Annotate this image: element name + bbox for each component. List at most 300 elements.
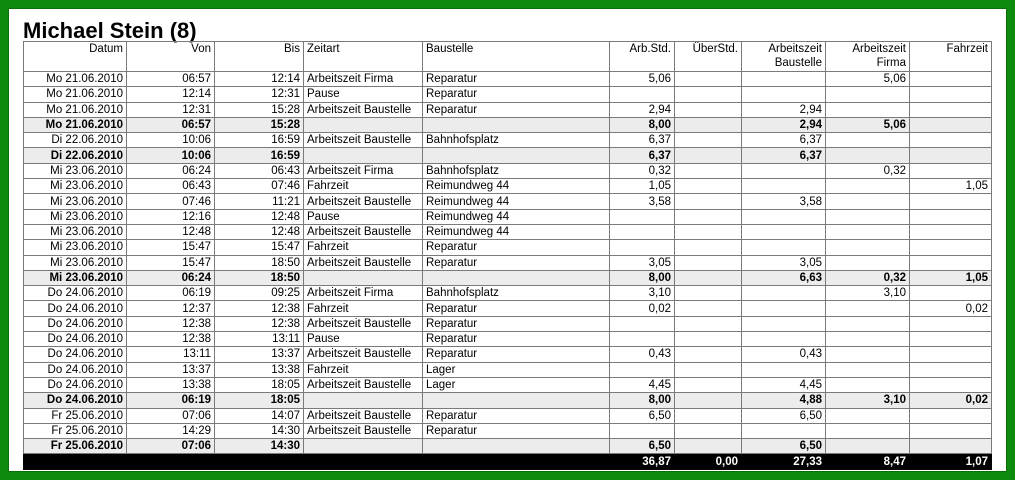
totals-row: [24, 454, 992, 469]
cell-arbeitszeit-firma: [826, 148, 910, 163]
totals-blank-cell: [127, 454, 215, 469]
cell-von: 13:38: [127, 377, 215, 392]
cell-ueber-std: [675, 316, 742, 331]
cell-bis: 18:05: [215, 393, 304, 408]
cell-fahrzeit: 1,05: [910, 179, 992, 194]
table-body: [24, 72, 992, 454]
cell-arb-std: 6,50: [610, 408, 675, 423]
cell-ueber-std: [675, 179, 742, 194]
cell-von: 15:47: [127, 255, 215, 270]
table-row: [24, 194, 992, 209]
cell-ueber-std: [675, 270, 742, 285]
cell-arb-std: 6,50: [610, 439, 675, 454]
cell-zeitart: Arbeitszeit Firma: [304, 163, 423, 178]
cell-von: 12:48: [127, 224, 215, 239]
table-row: [24, 72, 992, 87]
table-row: [24, 408, 992, 423]
cell-von: 12:16: [127, 209, 215, 224]
cell-bis: 18:05: [215, 377, 304, 392]
cell-datum: Mi 23.06.2010: [24, 209, 127, 224]
cell-zeitart: Pause: [304, 87, 423, 102]
cell-bis: 06:43: [215, 163, 304, 178]
table-row: [24, 377, 992, 392]
header-baustelle: Baustelle: [423, 42, 610, 72]
cell-datum: Mi 23.06.2010: [24, 224, 127, 239]
cell-baustelle: Bahnhofsplatz: [423, 286, 610, 301]
cell-arb-std: 0,32: [610, 163, 675, 178]
cell-baustelle: Reimundweg 44: [423, 194, 610, 209]
total-arbeitszeit-firma: 8,47: [826, 454, 910, 469]
cell-baustelle: [423, 117, 610, 132]
cell-baustelle: Reparatur: [423, 332, 610, 347]
cell-bis: 13:37: [215, 347, 304, 362]
cell-fahrzeit: [910, 286, 992, 301]
cell-fahrzeit: 0,02: [910, 301, 992, 316]
cell-fahrzeit: [910, 316, 992, 331]
cell-arbeitszeit-firma: [826, 194, 910, 209]
cell-bis: 15:47: [215, 240, 304, 255]
header-fahrzeit: Fahrzeit: [910, 42, 992, 72]
cell-arbeitszeit-firma: 5,06: [826, 72, 910, 87]
cell-ueber-std: [675, 301, 742, 316]
cell-zeitart: Arbeitszeit Firma: [304, 72, 423, 87]
cell-ueber-std: [675, 377, 742, 392]
cell-arb-std: [610, 332, 675, 347]
cell-bis: 12:38: [215, 301, 304, 316]
report-frame: [8, 8, 1007, 472]
cell-baustelle: Reimundweg 44: [423, 179, 610, 194]
cell-ueber-std: [675, 240, 742, 255]
cell-von: 07:06: [127, 439, 215, 454]
cell-fahrzeit: [910, 133, 992, 148]
cell-zeitart: [304, 148, 423, 163]
cell-datum: Fr 25.06.2010: [24, 408, 127, 423]
table-row: [24, 332, 992, 347]
cell-baustelle: [423, 439, 610, 454]
cell-fahrzeit: [910, 362, 992, 377]
cell-von: 07:06: [127, 408, 215, 423]
cell-datum: Mo 21.06.2010: [24, 72, 127, 87]
cell-baustelle: Reparatur: [423, 240, 610, 255]
cell-baustelle: Reparatur: [423, 255, 610, 270]
cell-ueber-std: [675, 194, 742, 209]
cell-ueber-std: [675, 72, 742, 87]
cell-baustelle: Reparatur: [423, 316, 610, 331]
table-row: [24, 255, 992, 270]
cell-fahrzeit: [910, 408, 992, 423]
cell-baustelle: Reimundweg 44: [423, 224, 610, 239]
cell-datum: Mo 21.06.2010: [24, 87, 127, 102]
cell-baustelle: Reimundweg 44: [423, 209, 610, 224]
cell-zeitart: [304, 270, 423, 285]
cell-von: 12:14: [127, 87, 215, 102]
cell-datum: Do 24.06.2010: [24, 316, 127, 331]
cell-arb-std: 0,02: [610, 301, 675, 316]
cell-zeitart: Pause: [304, 209, 423, 224]
cell-baustelle: Bahnhofsplatz: [423, 163, 610, 178]
cell-ueber-std: [675, 255, 742, 270]
cell-von: 06:24: [127, 163, 215, 178]
total-arb-std: 36,87: [610, 454, 675, 469]
header-arb-std: Arb.Std.: [610, 42, 675, 72]
cell-fahrzeit: [910, 209, 992, 224]
cell-von: 06:43: [127, 179, 215, 194]
cell-arbeitszeit-firma: [826, 224, 910, 239]
cell-datum: Mi 23.06.2010: [24, 179, 127, 194]
table-row: [24, 209, 992, 224]
cell-datum: Do 24.06.2010: [24, 377, 127, 392]
cell-bis: 12:48: [215, 224, 304, 239]
cell-arbeitszeit-baustelle: 6,37: [742, 148, 826, 163]
cell-arbeitszeit-baustelle: 0,43: [742, 347, 826, 362]
cell-fahrzeit: [910, 255, 992, 270]
cell-bis: 09:25: [215, 286, 304, 301]
day-summary-row: [24, 117, 992, 132]
cell-arbeitszeit-firma: 3,10: [826, 393, 910, 408]
day-summary-row: [24, 270, 992, 285]
table-row: [24, 240, 992, 255]
cell-arb-std: [610, 316, 675, 331]
time-sheet-table: [23, 41, 992, 470]
cell-fahrzeit: [910, 224, 992, 239]
day-summary-row: [24, 439, 992, 454]
cell-arbeitszeit-firma: [826, 133, 910, 148]
header-zeitart: Zeitart: [304, 42, 423, 72]
cell-arbeitszeit-firma: [826, 255, 910, 270]
cell-arbeitszeit-baustelle: [742, 224, 826, 239]
cell-arbeitszeit-firma: [826, 423, 910, 438]
cell-baustelle: Bahnhofsplatz: [423, 133, 610, 148]
cell-baustelle: Lager: [423, 377, 610, 392]
cell-arbeitszeit-firma: [826, 347, 910, 362]
cell-arb-std: 3,05: [610, 255, 675, 270]
table-row: [24, 347, 992, 362]
cell-zeitart: Arbeitszeit Baustelle: [304, 102, 423, 117]
cell-ueber-std: [675, 393, 742, 408]
cell-baustelle: Lager: [423, 362, 610, 377]
cell-von: 06:57: [127, 72, 215, 87]
cell-zeitart: Arbeitszeit Baustelle: [304, 224, 423, 239]
cell-fahrzeit: [910, 240, 992, 255]
cell-arbeitszeit-firma: [826, 377, 910, 392]
cell-arb-std: 8,00: [610, 393, 675, 408]
cell-fahrzeit: [910, 347, 992, 362]
cell-arbeitszeit-firma: [826, 332, 910, 347]
cell-von: 12:37: [127, 301, 215, 316]
cell-ueber-std: [675, 87, 742, 102]
cell-von: 10:06: [127, 148, 215, 163]
cell-arb-std: [610, 362, 675, 377]
table-row: [24, 179, 992, 194]
cell-ueber-std: [675, 332, 742, 347]
cell-fahrzeit: [910, 194, 992, 209]
cell-zeitart: Fahrzeit: [304, 179, 423, 194]
table-row: [24, 423, 992, 438]
cell-datum: Fr 25.06.2010: [24, 423, 127, 438]
cell-datum: Do 24.06.2010: [24, 393, 127, 408]
cell-zeitart: [304, 117, 423, 132]
cell-bis: 13:38: [215, 362, 304, 377]
cell-bis: 14:07: [215, 408, 304, 423]
cell-zeitart: Arbeitszeit Baustelle: [304, 316, 423, 331]
cell-arb-std: 6,37: [610, 148, 675, 163]
cell-arbeitszeit-baustelle: [742, 240, 826, 255]
cell-arbeitszeit-baustelle: [742, 423, 826, 438]
cell-bis: 12:38: [215, 316, 304, 331]
cell-ueber-std: [675, 117, 742, 132]
cell-arbeitszeit-baustelle: [742, 332, 826, 347]
totals-blank-cell: [215, 454, 304, 469]
table-row: [24, 301, 992, 316]
cell-arb-std: [610, 240, 675, 255]
cell-fahrzeit: [910, 332, 992, 347]
cell-fahrzeit: [910, 148, 992, 163]
cell-arbeitszeit-firma: [826, 301, 910, 316]
totals-blank-cell: [423, 454, 610, 469]
cell-arb-std: 8,00: [610, 117, 675, 132]
cell-datum: Mi 23.06.2010: [24, 255, 127, 270]
cell-fahrzeit: [910, 377, 992, 392]
cell-fahrzeit: [910, 163, 992, 178]
header-arbeitszeit-firma: Arbeitszeit Firma: [826, 42, 910, 72]
cell-zeitart: Arbeitszeit Baustelle: [304, 347, 423, 362]
cell-bis: 12:48: [215, 209, 304, 224]
cell-arbeitszeit-firma: 3,10: [826, 286, 910, 301]
cell-bis: 15:28: [215, 117, 304, 132]
cell-arb-std: 2,94: [610, 102, 675, 117]
cell-arbeitszeit-firma: 0,32: [826, 163, 910, 178]
cell-von: 06:19: [127, 286, 215, 301]
cell-zeitart: Arbeitszeit Baustelle: [304, 255, 423, 270]
cell-arbeitszeit-firma: [826, 102, 910, 117]
cell-von: 06:57: [127, 117, 215, 132]
cell-datum: Mi 23.06.2010: [24, 240, 127, 255]
cell-von: 12:38: [127, 316, 215, 331]
cell-von: 14:29: [127, 423, 215, 438]
cell-arbeitszeit-baustelle: [742, 316, 826, 331]
cell-fahrzeit: 1,05: [910, 270, 992, 285]
cell-fahrzeit: [910, 87, 992, 102]
cell-arbeitszeit-firma: [826, 439, 910, 454]
cell-baustelle: Reparatur: [423, 102, 610, 117]
cell-baustelle: Reparatur: [423, 347, 610, 362]
cell-arbeitszeit-baustelle: [742, 209, 826, 224]
cell-bis: 16:59: [215, 148, 304, 163]
cell-datum: Mo 21.06.2010: [24, 117, 127, 132]
cell-zeitart: Fahrzeit: [304, 301, 423, 316]
cell-zeitart: [304, 393, 423, 408]
cell-bis: 07:46: [215, 179, 304, 194]
day-summary-row: [24, 393, 992, 408]
cell-fahrzeit: 0,02: [910, 393, 992, 408]
cell-bis: 14:30: [215, 439, 304, 454]
cell-arbeitszeit-firma: [826, 209, 910, 224]
cell-arb-std: [610, 87, 675, 102]
cell-arbeitszeit-baustelle: [742, 179, 826, 194]
cell-datum: Fr 25.06.2010: [24, 439, 127, 454]
cell-arb-std: 3,58: [610, 194, 675, 209]
cell-arb-std: 0,43: [610, 347, 675, 362]
cell-arb-std: 4,45: [610, 377, 675, 392]
cell-datum: Do 24.06.2010: [24, 301, 127, 316]
totals-blank-cell: [24, 454, 127, 469]
table-row: [24, 224, 992, 239]
day-summary-row: [24, 148, 992, 163]
cell-arbeitszeit-baustelle: 3,58: [742, 194, 826, 209]
cell-arbeitszeit-baustelle: [742, 72, 826, 87]
cell-zeitart: Arbeitszeit Baustelle: [304, 194, 423, 209]
cell-ueber-std: [675, 163, 742, 178]
cell-ueber-std: [675, 408, 742, 423]
cell-ueber-std: [675, 224, 742, 239]
cell-ueber-std: [675, 347, 742, 362]
cell-arb-std: [610, 209, 675, 224]
cell-datum: Do 24.06.2010: [24, 332, 127, 347]
table-row: [24, 362, 992, 377]
cell-bis: 12:14: [215, 72, 304, 87]
cell-baustelle: Reparatur: [423, 408, 610, 423]
cell-arbeitszeit-baustelle: [742, 163, 826, 178]
cell-ueber-std: [675, 286, 742, 301]
cell-zeitart: [304, 439, 423, 454]
cell-arbeitszeit-baustelle: 2,94: [742, 102, 826, 117]
cell-datum: Do 24.06.2010: [24, 362, 127, 377]
cell-fahrzeit: [910, 423, 992, 438]
cell-von: 07:46: [127, 194, 215, 209]
table-row: [24, 133, 992, 148]
cell-datum: Mi 23.06.2010: [24, 194, 127, 209]
cell-ueber-std: [675, 362, 742, 377]
report-title: Michael Stein (8): [23, 18, 197, 43]
cell-arb-std: 8,00: [610, 270, 675, 285]
cell-zeitart: Fahrzeit: [304, 240, 423, 255]
cell-datum: Mo 21.06.2010: [24, 102, 127, 117]
cell-fahrzeit: [910, 72, 992, 87]
cell-bis: 13:11: [215, 332, 304, 347]
cell-arbeitszeit-baustelle: 6,50: [742, 408, 826, 423]
cell-zeitart: Arbeitszeit Baustelle: [304, 423, 423, 438]
cell-zeitart: Arbeitszeit Baustelle: [304, 377, 423, 392]
cell-von: 13:11: [127, 347, 215, 362]
cell-bis: 14:30: [215, 423, 304, 438]
cell-datum: Di 22.06.2010: [24, 148, 127, 163]
table-row: [24, 102, 992, 117]
cell-arbeitszeit-baustelle: 3,05: [742, 255, 826, 270]
cell-arbeitszeit-firma: [826, 362, 910, 377]
cell-arbeitszeit-firma: [826, 179, 910, 194]
cell-arbeitszeit-firma: [826, 316, 910, 331]
cell-von: 06:19: [127, 393, 215, 408]
cell-ueber-std: [675, 209, 742, 224]
cell-von: 06:24: [127, 270, 215, 285]
cell-zeitart: Arbeitszeit Baustelle: [304, 133, 423, 148]
cell-baustelle: Reparatur: [423, 72, 610, 87]
cell-arbeitszeit-firma: [826, 240, 910, 255]
cell-baustelle: Reparatur: [423, 87, 610, 102]
cell-arb-std: 5,06: [610, 72, 675, 87]
cell-arbeitszeit-firma: [826, 408, 910, 423]
cell-fahrzeit: [910, 102, 992, 117]
cell-ueber-std: [675, 423, 742, 438]
cell-arb-std: [610, 224, 675, 239]
header-datum: Datum: [24, 42, 127, 72]
table-row: [24, 163, 992, 178]
total-ueber-std: 0,00: [675, 454, 742, 469]
table-row: [24, 87, 992, 102]
cell-arbeitszeit-baustelle: [742, 286, 826, 301]
cell-fahrzeit: [910, 439, 992, 454]
cell-baustelle: [423, 148, 610, 163]
cell-datum: Do 24.06.2010: [24, 286, 127, 301]
cell-zeitart: Fahrzeit: [304, 362, 423, 377]
cell-baustelle: Reparatur: [423, 423, 610, 438]
cell-fahrzeit: [910, 117, 992, 132]
cell-datum: Do 24.06.2010: [24, 347, 127, 362]
cell-arbeitszeit-baustelle: 6,50: [742, 439, 826, 454]
cell-von: 13:37: [127, 362, 215, 377]
cell-zeitart: Arbeitszeit Firma: [304, 286, 423, 301]
cell-bis: 11:21: [215, 194, 304, 209]
header-von: Von: [127, 42, 215, 72]
total-arbeitszeit-baustelle: 27,33: [742, 454, 826, 469]
table-row: [24, 286, 992, 301]
cell-arbeitszeit-firma: 0,32: [826, 270, 910, 285]
cell-bis: 15:28: [215, 102, 304, 117]
cell-von: 10:06: [127, 133, 215, 148]
cell-arb-std: 1,05: [610, 179, 675, 194]
cell-baustelle: [423, 393, 610, 408]
cell-von: 15:47: [127, 240, 215, 255]
cell-bis: 12:31: [215, 87, 304, 102]
cell-ueber-std: [675, 133, 742, 148]
header-arbeitszeit-baustelle: Arbeitszeit Baustelle: [742, 42, 826, 72]
cell-arbeitszeit-baustelle: 4,88: [742, 393, 826, 408]
cell-arbeitszeit-baustelle: 4,45: [742, 377, 826, 392]
cell-arb-std: 3,10: [610, 286, 675, 301]
cell-arbeitszeit-baustelle: 2,94: [742, 117, 826, 132]
table-row: [24, 316, 992, 331]
header-ueber-std: ÜberStd.: [675, 42, 742, 72]
cell-von: 12:31: [127, 102, 215, 117]
cell-zeitart: Arbeitszeit Baustelle: [304, 408, 423, 423]
cell-datum: Mi 23.06.2010: [24, 163, 127, 178]
cell-baustelle: [423, 270, 610, 285]
cell-arbeitszeit-baustelle: [742, 87, 826, 102]
cell-datum: Mi 23.06.2010: [24, 270, 127, 285]
header-row: [24, 42, 992, 72]
cell-bis: 16:59: [215, 133, 304, 148]
cell-bis: 18:50: [215, 270, 304, 285]
cell-zeitart: Pause: [304, 332, 423, 347]
cell-arbeitszeit-baustelle: [742, 301, 826, 316]
cell-datum: Di 22.06.2010: [24, 133, 127, 148]
cell-bis: 18:50: [215, 255, 304, 270]
cell-arb-std: [610, 423, 675, 438]
cell-ueber-std: [675, 102, 742, 117]
header-bis: Bis: [215, 42, 304, 72]
cell-arbeitszeit-firma: 5,06: [826, 117, 910, 132]
cell-arb-std: 6,37: [610, 133, 675, 148]
totals-blank-cell: [304, 454, 423, 469]
cell-ueber-std: [675, 148, 742, 163]
cell-arbeitszeit-firma: [826, 87, 910, 102]
total-fahrzeit: 1,07: [910, 454, 992, 469]
cell-arbeitszeit-baustelle: [742, 362, 826, 377]
cell-arbeitszeit-baustelle: 6,63: [742, 270, 826, 285]
cell-baustelle: Reparatur: [423, 301, 610, 316]
cell-arbeitszeit-baustelle: 6,37: [742, 133, 826, 148]
cell-ueber-std: [675, 439, 742, 454]
